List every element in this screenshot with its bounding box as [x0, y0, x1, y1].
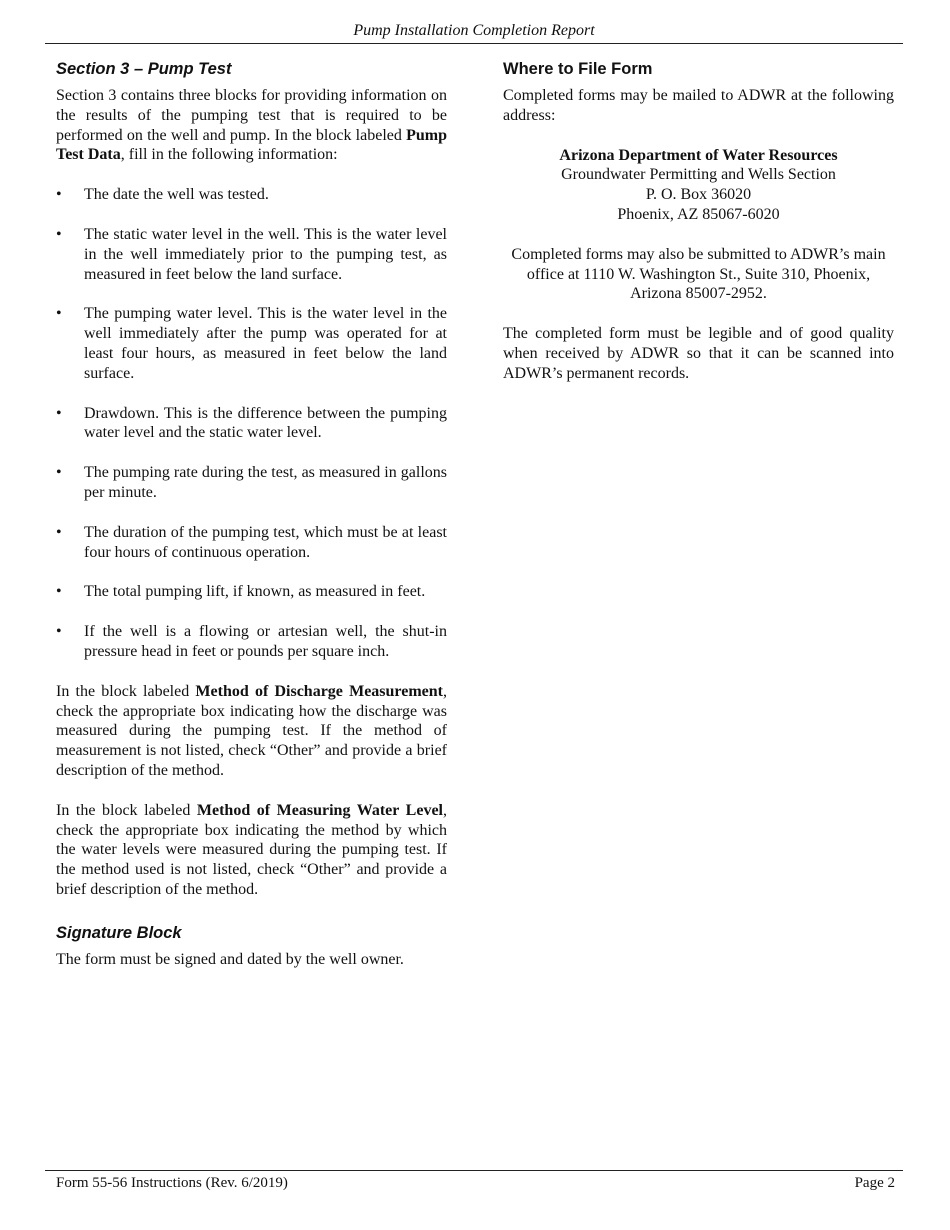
form-identifier: Form 55-56 Instructions (Rev. 6/2019): [56, 1175, 288, 1191]
left-column: [56, 58, 447, 970]
page-number: Page 2: [854, 1175, 895, 1191]
mailing-address: [503, 146, 894, 225]
list-item: • The pumping water level. This is the water level in the well immediately after the pump was operated for at least four hours, as measured in feet below the land surface.: [56, 304, 447, 383]
section-3-heading: Section 3 – Pump Test: [56, 60, 232, 78]
main-office-paragraph: Completed forms may also be submitted to ADWR’s main office at 1110 W. Washington St., Suite 310, Phoenix, Arizona 85007-2952.: [511, 245, 886, 303]
signature-block-text: The form must be signed and dated by the well owner.: [56, 950, 404, 968]
section-3-intro: Section 3 contains three blocks for providing information on the results of the pumping test that is required to be performed on the well and pump. In the block labeled Pump Test Data, fill in the following information:: [56, 87, 447, 164]
list-item: • The static water level in the well. This is the water level in the well immediately prior to the pumping test, as measured in feet below the land surface.: [56, 225, 447, 284]
discharge-method-paragraph: In the block labeled Method of Discharge Measurement, check the appropriate box indicating how the discharge was measured during the pumping test. If the method of measurement is not listed, check “Other” and provide a brief description of the method.: [56, 682, 448, 779]
address-organization: Arizona Department of Water Resources: [559, 146, 838, 164]
mailing-intro: Completed forms may be mailed to ADWR at the following address:: [503, 87, 894, 124]
water-level-method-label: Method of Measuring Water Level: [196, 801, 443, 819]
quality-paragraph: The completed form must be legible and of good quality when received by ADWR so that it can be scanned into ADWR’s permanent records.: [503, 325, 894, 382]
list-item: • The total pumping lift, if known, as measured in feet.: [56, 582, 447, 602]
pump-test-data-list: [56, 185, 447, 662]
address-line: Phoenix, AZ 85067-6020: [617, 205, 780, 223]
address-line: P. O. Box 36020: [645, 186, 752, 204]
list-item: • The date the well was tested.: [56, 185, 447, 205]
pump-test-data-label: Pump Test Data: [56, 126, 447, 164]
page-footer: [45, 1170, 903, 1191]
list-item: • Drawdown. This is the difference between the pumping water level and the static water level.: [56, 404, 447, 444]
signature-block-heading: Signature Block: [56, 923, 182, 942]
right-column: [503, 58, 894, 384]
running-header-title: Pump Installation Completion Report: [45, 20, 903, 44]
water-level-method-paragraph: In the block labeled Method of Measuring Water Level, check the appropriate box indicating the method by which the water levels were measured during the pumping test. If the method used is not listed, check “Other” and provide a brief description of the method.: [56, 801, 447, 898]
discharge-method-label: Method of Discharge Measurement: [195, 682, 444, 700]
list-item: • The duration of the pumping test, which must be at least four hours of continuous operation.: [56, 523, 447, 563]
list-item: • If the well is a flowing or artesian well, the shut-in pressure head in feet or pounds per square inch.: [56, 622, 447, 662]
address-line: Groundwater Permitting and Wells Section: [561, 166, 836, 184]
where-to-file-heading: Where to File Form: [503, 60, 653, 78]
list-item: • The pumping rate during the test, as measured in gallons per minute.: [56, 463, 447, 503]
